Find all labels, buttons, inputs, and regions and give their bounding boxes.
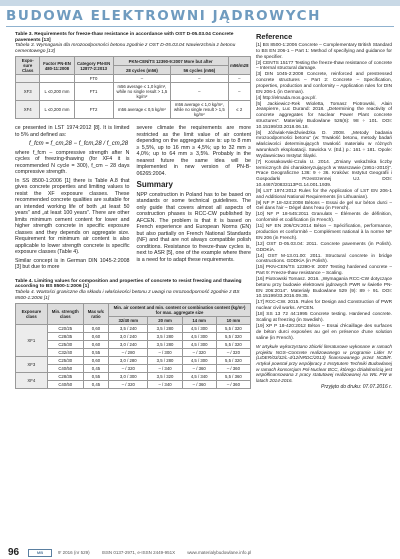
issue-info: 9' 2016 (nr 529) bbox=[58, 550, 90, 555]
table-cell: XF4 bbox=[16, 101, 40, 119]
table-cell: – bbox=[228, 75, 250, 83]
paragraph: ce presented in LST 1974:2012 [8]. It is limited to 5% and defined as: bbox=[15, 125, 130, 138]
table-cell: 4,5 / 300 bbox=[182, 357, 216, 365]
table-cell: C40/50 bbox=[47, 365, 83, 373]
table-cell: 0,55 bbox=[83, 373, 108, 381]
section-header: BUDOWA ELEKTROWNI JĄDROWYCH bbox=[6, 8, 322, 24]
table-row bbox=[16, 75, 251, 83]
th-exposure: Expo-sure Class bbox=[16, 57, 40, 75]
table-cell: C28/35 bbox=[47, 333, 83, 341]
paragraph: severe climate the requirements are more restricted as the limit value of air content depending on the aggregate size is: up to 8 mm ≥ 5,5%, up to 16 mm ≥ 4,5%; up to 32 mm ≥ 4,0%; up to 64 mm ≥ 3,5%. Probably in the nearest future the same idea will be implemented in new version of PN-B-06265:2004. bbox=[136, 125, 251, 177]
table3-caption bbox=[15, 32, 251, 54]
table-cell: – / 320 bbox=[109, 381, 148, 389]
reference-item: [15] PKN-CEN/TS 12390-9: 2007 Testing hardened concrete – Part 9: Freeze-thaw resistance – Scaling. bbox=[256, 265, 392, 277]
table-cell: 5,5 / 320 bbox=[216, 333, 250, 341]
table-cell: 5,5 / 320 bbox=[216, 357, 250, 365]
th-factor: Factor PN-EN 480-11:2008 bbox=[40, 57, 74, 75]
table-cell: – / 340 bbox=[148, 381, 182, 389]
table-cell: XF4 bbox=[16, 373, 48, 389]
journal-logo: MB bbox=[28, 549, 52, 557]
website-link[interactable]: www.materialybudowlane.info.pl bbox=[187, 550, 252, 555]
table-cell: 3,0 / 240 bbox=[109, 341, 148, 349]
table-cell: 3,5 / 280 bbox=[148, 325, 182, 333]
table-cell: 0,60 bbox=[83, 357, 108, 365]
th-wc: Max w/c ratio bbox=[83, 304, 108, 325]
table-cell: m56 average ≤ 1,0 kg/m², while no single result > 1,5 kg/m² bbox=[171, 101, 228, 119]
body-text-columns bbox=[15, 125, 251, 273]
table-cell: 3,5 / 280 bbox=[148, 333, 182, 341]
th-size-20: 20 mm bbox=[148, 317, 182, 325]
table-cell: 4,5 / 300 bbox=[182, 341, 216, 349]
table-cell: – bbox=[228, 83, 250, 101]
table-cell: – / 320 bbox=[216, 349, 250, 357]
table-cell: – / 320 bbox=[182, 349, 216, 357]
reference-item: [14] OST M-13.01.00: 2011. Structural concrete in bridge constructions. GDDKiA (in Polish). bbox=[256, 253, 392, 265]
table-row bbox=[16, 333, 251, 341]
reference-item: [12] OST D-05.03.04: 2011. Concrete pavements (in Polish). GDDKiA. bbox=[256, 241, 392, 253]
table-cell: 3,5 / 320 bbox=[148, 373, 182, 381]
table-row bbox=[16, 373, 251, 381]
body-text-left bbox=[15, 125, 130, 273]
table-cell: m56 average ≤ 0,5 kg/m² bbox=[113, 101, 170, 119]
references-heading: Reference bbox=[256, 32, 293, 41]
reference-item: [10] NF P 18-545:2011 Granulats – Éléments de définition, conformité et codification (in French). bbox=[256, 212, 392, 224]
reference-item: [3] DIN 1045-2:2008 Concrete, reinforced and prestressed concrete structures – Part 2: Concrete – Specification, properties, production and conformity – Application rules for DIN EN 206-1 (in German). bbox=[256, 72, 392, 95]
table-cell: 3,5 / 280 bbox=[148, 357, 182, 365]
table-row bbox=[16, 101, 251, 119]
table-row bbox=[16, 341, 251, 349]
table-cell: – / 280 bbox=[109, 349, 148, 357]
summary-paragraph: NPP construction in Poland has to be based on standards or some technical guidelines. The only guide that covers almost all aspects of construction phases is RCC-CW published by AFCEN. The problem is that it is based on French experience and European Norms (EN) but also partially on French National Standards (NF) and that are not always compatible polish conditions. Resistance to freeze-thaw cycles is, next to ASR [5], one of the example where there is a need for to adapt these requirements. bbox=[136, 191, 251, 263]
table-cell: L ≤0,200 mm bbox=[40, 101, 74, 119]
table-row bbox=[16, 83, 251, 101]
table-cell bbox=[16, 75, 40, 83]
reference-item: [11] NF EN 206/CN:2014 Béton – Spécification, performance, production et conformité – Complément national à la norme NF EN 206 (in French). bbox=[256, 224, 392, 241]
table-cell: 0,55 bbox=[83, 349, 108, 357]
table-cell: 0,45 bbox=[83, 365, 108, 373]
table-row bbox=[16, 365, 251, 373]
reference-item: [16] Piotrowski Tomasz. 2016. „Wymagania RCC-CW dotyczące betonu przy budowie elektrowni jądrowych PWR w świetle PN-EN 206:2014”. Materiały Budowlane 529 (9): 89 ÷ 91. DOI: 10.15199/33.2016.09.35. bbox=[256, 277, 392, 300]
table-cell: – / 320 bbox=[109, 365, 148, 373]
th-cycles-56: 56 cycles (m56) bbox=[171, 66, 228, 75]
reference-item: [18] SS 13 72 44:1995 Concrete testing. Hardened concrete. Scaling at freezing (in Swedish). bbox=[256, 312, 392, 323]
table4-block bbox=[15, 279, 251, 389]
body-text-right bbox=[137, 125, 252, 273]
table-cell: XF1 bbox=[16, 325, 48, 357]
right-column bbox=[256, 32, 392, 390]
table-cell: C20/25 bbox=[47, 325, 83, 333]
th-pkn: PKN-CEN/TS 12390-9:2007 More but after bbox=[113, 57, 228, 66]
th-size-32: 32/40 mm bbox=[109, 317, 148, 325]
left-column bbox=[15, 32, 251, 389]
table-cell: L ≤0,200 mm bbox=[40, 83, 74, 101]
table-cell: 4,5 / 300 bbox=[182, 325, 216, 333]
table-cell: 5,5 / 320 bbox=[216, 341, 250, 349]
top-color-bar bbox=[0, 0, 400, 6]
table-cell: XF3 bbox=[16, 357, 48, 373]
th-air-content: Min. air content and min. content or combination content (kg/m³) for max. aggregate size bbox=[109, 304, 251, 317]
table-cell: 5,5 / 320 bbox=[216, 325, 250, 333]
reference-item: [2] CENTS 15177 Testing the freeze-thaw resistance of concrete – Internal structural damage. bbox=[256, 60, 392, 72]
table-cell: 4,5 / 300 bbox=[182, 333, 216, 341]
table-row bbox=[16, 325, 251, 333]
reference-item: [6] Jóźwiak-Niedźwiedzka D. 2008. „Metody badania mrozoodporności betonu” (w: Trwałość betonu, metody badań właściwości determinujących trwałość materiału w różnych warunkach eksploatacji. Sawicka V. (Ed.) p.: 161 ÷ 181. Opole: Wydawnictwo Instytut Śląski. bbox=[256, 130, 392, 159]
paragraph: In SS 8500-1:2006 [1] there is Table A.8 that gives concrete properties and limiting values to resist the XF exposure classes. These recommended concrete qualities are suitable for an intended working life of both „at least 50 years” and „at least 100 years”. There are other limits minimum cement content for lower and higher strength concrete in specific exposure classes and they depends on aggregate size. Requirement for minimum air content is also applicable to lower strength concrete is specific exposure classes (Table 4). bbox=[15, 177, 130, 256]
table-cell: C40/50 bbox=[47, 381, 83, 389]
reference-item: [4] http://elmada.mos.gov.pl/. bbox=[256, 95, 317, 101]
paragraph: Similar concept is in German DIN 1045-2:2008 [3] but due to more bbox=[15, 257, 130, 271]
table-row bbox=[16, 381, 251, 389]
table-cell: 4,5 / 340 bbox=[182, 373, 216, 381]
table-cell: – / 360 bbox=[216, 381, 250, 389]
table-cell: ≤ 2 bbox=[228, 101, 250, 119]
acknowledgement-note: W artykule wykorzystano zbiorki literaturowe wykonane w ramach projektu NGS–Concrete realizowanego w programie Lider IV (LIDER/03/32/L-4/12/NRDC/2013) finansowanego przez NCBiR. Artykuł powstał przy współpracy z Instytutem Techniki Budowlanej w ramach konsorcjum Pol-Nuclear BCC, którego działalnością jest współfinansowana z pracy statutowej realizowanej na WIL PW w latach 2014-2016. bbox=[256, 344, 392, 383]
table-cell: 0,45 bbox=[83, 381, 108, 389]
table-row bbox=[16, 349, 251, 357]
table-cell: – / 360 bbox=[182, 365, 216, 373]
paragraph: where f_fcm – compressive strength after N cycles of freezing-thawing (for XF4 it is recommended N cycle = 300), f_cm – 28 days compressive strength. bbox=[15, 149, 130, 176]
table-cell: FT0 bbox=[74, 75, 113, 83]
page-number: 96 bbox=[8, 547, 20, 558]
table4-caption-en: Table 4. Limiting values for composition and properties of concrete to resist freezing and thawing according to BS 8500-1:2006 [1] bbox=[15, 278, 242, 290]
table-cell: – / 300 bbox=[148, 349, 182, 357]
table-cell: C25/30 bbox=[47, 357, 83, 365]
references-list bbox=[256, 43, 392, 341]
reference-item: [9] NF P 18-424:2008 Bétons – Essai de gel sur béton durci – Gel dans l'air – Dégel dans l'eau (in French). bbox=[256, 200, 392, 212]
th-strength: Min. strength class bbox=[47, 304, 83, 325]
accepted-date: Przyjęto do druku: 07.07.2016 r. bbox=[321, 384, 392, 391]
table-cell: 0,60 bbox=[83, 325, 108, 333]
table4 bbox=[15, 303, 251, 389]
formula: f_fcm = f_cm,28 − f_fcm,28 / f_cm,28 bbox=[29, 141, 129, 148]
table-cell: C32/40 bbox=[47, 349, 83, 357]
reference-item: [8] LST 1974:2012 Rules for the Application of LST EN 206-1 and Additional National Requirements (in Lithuanian). bbox=[256, 188, 392, 200]
table-cell: 3,0 / 240 bbox=[109, 333, 148, 341]
reference-item: [7] Kossakowski-Czuła U. 2014. „Zmiany wskaźnika liczby termicznych dni charakteryzujących w Warszawie (1951÷2010)”. Prace Geograficzne 136: 9 ÷ 36. Kraków: Instytut Geografii i Gospodarki Przestrzennej UJ. DOI: 10.4467/20833113PG.14.001.1939. bbox=[256, 159, 392, 188]
table4-caption bbox=[15, 279, 251, 301]
table-cell: C25/30 bbox=[47, 341, 83, 349]
table3-caption-pl: Tabela 3. Wymagania dla mrozoodporności betonu zgodnie z OST D-05.03.04 Nawierzchnia z betonu cementowego [13] bbox=[15, 43, 236, 54]
table-cell: – bbox=[171, 83, 228, 101]
table-cell: 3,5 / 240 bbox=[109, 325, 148, 333]
reference-item: [17] RCC-CW. 2015. Rules for Design and Construction of PWR nuclear civil works. AFCEN. bbox=[256, 300, 392, 312]
header-divider bbox=[6, 26, 394, 27]
table-cell: m56 average ≤ 1,0 kg/m², while no single result > 1,5 kg/m² bbox=[113, 83, 170, 101]
table-cell: C28/35 bbox=[47, 373, 83, 381]
reference-item: [1] BS 8500-1:2006 Concrete – Complementary British Standard to BS EN 206-1 – Part 1: Method of specifying and guidance for the specifier. bbox=[256, 43, 392, 60]
th-size-10: 10 mm bbox=[216, 317, 250, 325]
table-cell: – / 360 bbox=[216, 365, 250, 373]
table-cell: – bbox=[113, 75, 170, 83]
issn-info: ISSN 0137-2971, e-ISSN 2449-951X bbox=[101, 550, 176, 555]
table-cell: 3,0 / 300 bbox=[109, 373, 148, 381]
th-size-14: 14 mm bbox=[182, 317, 216, 325]
table-cell: 0,60 bbox=[83, 341, 108, 349]
table-row bbox=[16, 357, 251, 365]
table-cell: 3,0 / 280 bbox=[109, 357, 148, 365]
table-cell: FT2 bbox=[74, 101, 113, 119]
table-cell: 0,60 bbox=[83, 333, 108, 341]
table-cell: – / 360 bbox=[182, 381, 216, 389]
th-exposure-class: Exposure class bbox=[16, 304, 48, 325]
table-cell: – / 340 bbox=[148, 365, 182, 373]
table-cell: 5,5 / 360 bbox=[216, 373, 250, 381]
table-cell: – bbox=[171, 75, 228, 83]
table3-caption-en: Table 3. Requirements for freeze-thaw resistance in accordance with OST D-05.03.04 Concrete pavements [13] bbox=[15, 32, 234, 43]
table-cell: FT1 bbox=[74, 83, 113, 101]
reference-item: [5] Jackiewicz-Rek Wioletta, Tomasz Piotrowski, Alain Jeanpierre, Luc Durand: 2018. „Determining the reactivity of concrete aggregates for Nuclear Power Plant concrete structures”. Materiały Budowlane 526(6): 98 ÷ 101. DOI: 10.15199/33.2018.06.18. bbox=[256, 101, 392, 130]
table-cell bbox=[40, 75, 74, 83]
table4-caption-pl: Tabela 4. Wartości graniczne dla składu i właściwości betonu z uwagi na mrozoodporność zgodnie z BS 8500-1:2006 [1] bbox=[15, 290, 240, 301]
table-cell: 3,5 / 280 bbox=[148, 341, 182, 349]
summary-heading: Summary bbox=[136, 180, 173, 190]
reference-item: [19] XP P 18-420:2012 Béton – Essai d'écaillage des surfaces de béton durci exposées au gel en présence d'une solution saline (in French). bbox=[256, 324, 392, 341]
th-category: Category PN-EN 12877-2:2013 bbox=[74, 57, 113, 75]
th-cycles-28: 28 cycles (m56) bbox=[113, 66, 170, 75]
page-footer bbox=[0, 546, 400, 559]
th-ratio: m56/m28 bbox=[228, 57, 250, 75]
table3 bbox=[15, 56, 251, 119]
table-cell: XF3 bbox=[16, 83, 40, 101]
